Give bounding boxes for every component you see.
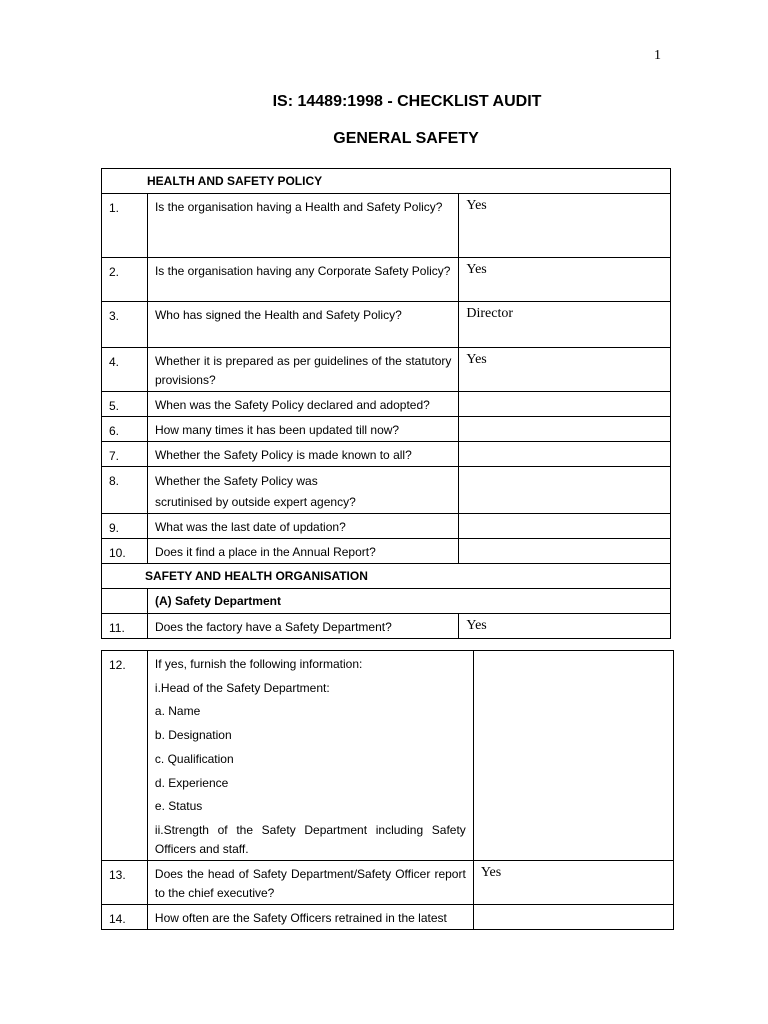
table-row [102, 467, 671, 514]
table-row [102, 442, 671, 467]
table-row [102, 194, 671, 258]
question-text: How often are the Safety Officers retrained in the latest [147, 905, 473, 930]
answer-cell[interactable]: Yes [473, 861, 673, 905]
question-line: If yes, furnish the following information: [154, 657, 363, 671]
subsection-row [102, 589, 671, 614]
question-line: b. Designation [154, 728, 232, 743]
question-text: Whether the Safety Policy is made known to all? [147, 442, 458, 467]
table-row [102, 302, 671, 348]
table-row [102, 651, 674, 861]
row-number: 5. [102, 392, 148, 417]
row-number: 10. [102, 539, 148, 564]
row-number: 2. [102, 258, 148, 302]
answer-cell[interactable] [473, 905, 673, 930]
table-row [102, 417, 671, 442]
question-text: When was the Safety Policy declared and adopted? [147, 392, 458, 417]
table-row [102, 392, 671, 417]
row-number: 4. [102, 348, 148, 392]
answer-cell[interactable] [459, 417, 671, 442]
question-text [147, 651, 473, 861]
answer-cell[interactable] [459, 442, 671, 467]
answer-cell[interactable] [459, 514, 671, 539]
question-text: Does the factory have a Safety Department? [147, 614, 458, 639]
section-heading: HEALTH AND SAFETY POLICY [102, 169, 671, 194]
row-number: 6. [102, 417, 148, 442]
section-row [102, 169, 671, 194]
table-row [102, 614, 671, 639]
answer-cell[interactable]: Yes [459, 614, 671, 639]
table-row [102, 514, 671, 539]
row-number: 7. [102, 442, 148, 467]
question-line: scrutinised by outside expert agency? [154, 495, 356, 509]
document-subtitle: GENERAL SAFETY [333, 130, 479, 147]
subsection-heading: (A) Safety Department [147, 589, 670, 614]
question-text: Does the head of Safety Department/Safety Officer report to the chief executive? [147, 861, 473, 905]
table-row [102, 258, 671, 302]
row-number: 11. [102, 614, 148, 639]
question-line: e. Status [154, 799, 203, 814]
empty-cell [102, 589, 148, 614]
question-line: a. Name [154, 704, 201, 719]
answer-cell[interactable] [459, 392, 671, 417]
section-heading: SAFETY AND HEALTH ORGANISATION [102, 564, 671, 589]
answer-cell[interactable] [473, 651, 673, 861]
question-line: c. Qualification [154, 751, 234, 766]
question-text: What was the last date of updation? [147, 514, 458, 539]
table-row [102, 348, 671, 392]
question-text [147, 467, 458, 514]
question-text: Does it find a place in the Annual Report? [147, 539, 458, 564]
answer-cell[interactable] [459, 539, 671, 564]
answer-cell[interactable]: Yes [459, 258, 671, 302]
page-number: 1 [654, 48, 661, 63]
question-text: How many times it has been updated till now? [147, 417, 458, 442]
answer-cell[interactable]: Yes [459, 194, 671, 258]
question-line: d. Experience [154, 775, 229, 790]
question-text: Is the organisation having any Corporate Safety Policy? [147, 258, 458, 302]
row-number: 9. [102, 514, 148, 539]
question-text: Is the organisation having a Health and Safety Policy? [147, 194, 458, 258]
row-number: 14. [102, 905, 148, 930]
row-number: 8. [102, 467, 148, 514]
document-title: IS: 14489:1998 - CHECKLIST AUDIT [272, 93, 542, 110]
answer-cell[interactable]: Director [459, 302, 671, 348]
checklist-table-1 [101, 168, 671, 639]
checklist-table-2 [101, 650, 674, 930]
row-number: 13. [102, 861, 148, 905]
question-line: Whether the Safety Policy was [154, 474, 318, 488]
answer-cell[interactable]: Yes [459, 348, 671, 392]
question-line: ii.Strength of the Safety Department including Safety Officers and staff. [154, 822, 466, 856]
question-text: Whether it is prepared as per guidelines of the statutory provisions? [147, 348, 458, 392]
question-text: Who has signed the Health and Safety Policy? [147, 302, 458, 348]
row-number: 12. [102, 651, 148, 861]
table-row [102, 905, 674, 930]
section-row [102, 564, 671, 589]
answer-cell[interactable] [459, 467, 671, 514]
row-number: 3. [102, 302, 148, 348]
table-row [102, 539, 671, 564]
row-number: 1. [102, 194, 148, 258]
table-row [102, 861, 674, 905]
question-line: i.Head of the Safety Department: [154, 680, 330, 695]
